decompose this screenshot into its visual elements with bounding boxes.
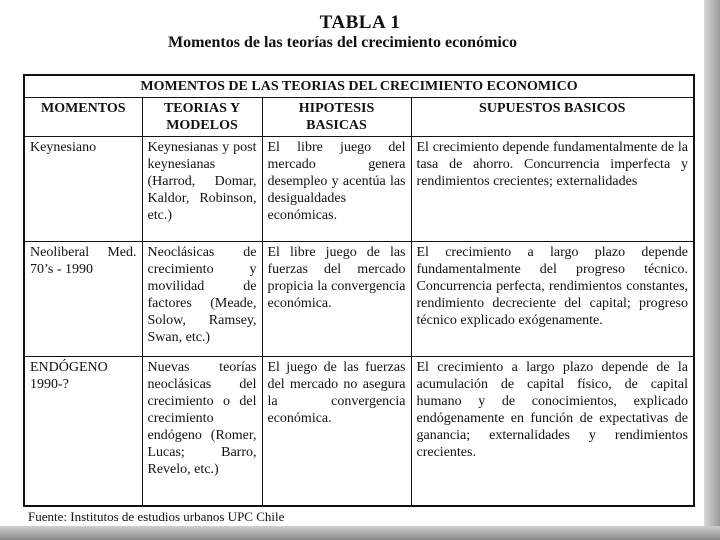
header-teorias: TEORIAS Y MODELOS xyxy=(142,98,262,137)
cell-momento: Keynesiano xyxy=(24,137,142,242)
cell-hipotesis: El libre juego del mercado genera desempleo y acentúa las desigualdades económicas. xyxy=(262,137,411,242)
cell-supuestos: El crecimiento a largo plazo depende de la acumulación de capital físico, de capital humano y de conocimientos, explicado endógenamente en función de expectativas de ganancia; externalidades y rendimientos crecientes. xyxy=(411,357,694,507)
cell-momento: ENDÓGENO 1990-? xyxy=(24,357,142,507)
slide-shadow-bottom xyxy=(0,526,720,540)
cell-teorias: Keynesianas y post keynesianas (Harrod, Domar, Kaldor, Robinson, etc.) xyxy=(142,137,262,242)
slide-shadow-right xyxy=(704,0,720,540)
cell-teorias: Neoclásicas de crecimiento y movilidad de factores (Meade, Solow, Ramsey, Swan, etc.) xyxy=(142,242,262,357)
table-row xyxy=(24,242,694,357)
table-row xyxy=(24,357,694,507)
source-note: Fuente: Institutos de estudios urbanos UPC Chile xyxy=(28,509,285,524)
header-hipotesis: HIPOTESIS BASICAS xyxy=(262,98,411,137)
cell-hipotesis: El juego de las fuerzas del mercado no asegura la convergencia económica. xyxy=(262,357,411,507)
cell-supuestos: El crecimiento depende fundamentalmente de la tasa de ahorro. Concurrencia imperfecta y rendimientos crecientes; externalidades xyxy=(411,137,694,242)
table-title: TABLA 1 xyxy=(319,12,401,33)
table-caption: MOMENTOS DE LAS TEORIAS DEL CRECIMIENTO ECONOMICO xyxy=(24,75,694,98)
cell-teorias: Nuevas teorías neoclásicas del crecimiento o del crecimiento endógeno (Romer, Lucas; Barro, Revelo, etc.) xyxy=(142,357,262,507)
growth-theories-table xyxy=(23,74,695,507)
table-row xyxy=(24,137,694,242)
cell-momento: Neoliberal Med. 70’s - 1990 xyxy=(24,242,142,357)
header-momentos: MOMENTOS xyxy=(24,98,142,137)
header-supuestos: SUPUESTOS BASICOS xyxy=(411,98,694,137)
cell-supuestos: El crecimiento a largo plazo depende fundamentalmente del progreso técnico. Concurrencia perfecta, rendimientos constantes, rendimiento decreciente del capital; progreso técnico explicado exógenamente. xyxy=(411,242,694,357)
table-subtitle: Momentos de las teorías del crecimiento económico xyxy=(168,34,517,51)
cell-hipotesis: El libre juego de las fuerzas del mercado propicia la convergencia económica. xyxy=(262,242,411,357)
